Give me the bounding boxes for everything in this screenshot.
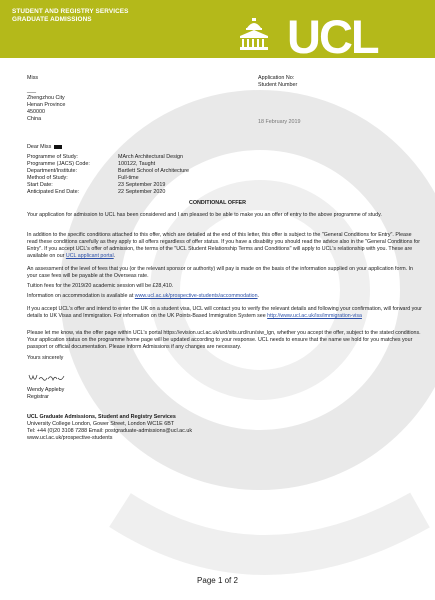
paragraph-conditions — [27, 232, 422, 260]
immigration-link[interactable]: http://www.ucl.ac.uk/iss/immigration-visa — [267, 313, 362, 319]
accommodation-text: Information on accommodation is available at — [27, 293, 135, 299]
recipient-line: ___ — [27, 88, 36, 94]
recipient-city: Zhengzhou City — [27, 95, 65, 101]
footer-contact: Tel: +44 (0)20 3108 7288 Email: postgraduate-admissions@ucl.ac.uk — [27, 428, 193, 434]
signatory-title: Registrar — [27, 394, 49, 400]
recipient-postcode: 450000 — [27, 109, 45, 115]
paragraph-offer: Your application for admission to UCL has been considered and I am pleased to be able to make you an offer of entry to the above programme of study. — [27, 212, 382, 218]
footer-address: University College London, Gower Street, London WC1E 6BT — [27, 421, 175, 427]
signature-image — [27, 371, 67, 385]
visa-text: If you accept UCL's offer and intend to enter the UK on a student visa, UCL will contact you to verify the relevant details and following your confirmation, will forward your details to UK Visas and Immigration. For information on the UK Points-Based Immigration System see — [27, 306, 422, 319]
greeting-text: Dear Miss — [27, 144, 52, 150]
applicant-portal-link[interactable]: UCL applicant portal — [65, 253, 114, 259]
recipient-salutation: Miss — [27, 75, 39, 81]
department-heading — [12, 8, 129, 24]
greeting — [27, 144, 62, 151]
dept-line-2: GRADUATE ADMISSIONS — [12, 16, 92, 23]
accommodation-end: . — [257, 293, 260, 299]
paragraph-tuition-fees: Tuition fees for the 2019/20 academic session will be £28,410. — [27, 283, 174, 289]
student-number-label: Student Number — [258, 82, 298, 88]
watermark-graphic — [60, 40, 435, 600]
closing: Yours sincerely — [27, 355, 64, 361]
recipient-province: Henan Province — [27, 102, 66, 108]
paragraph-accommodation — [27, 293, 422, 300]
conditions-text: In addition to the specific conditions attached to this offer, which are detailed at the end of this letter, this offer is subject to the "General Conditions for Entry". Please read these conditions carefully as they apply to all offers regardless of offer status. If you have a disability you should read the advice also in the "General Conditions for Entry". If you accept UCL's offer of admission, the terms of the "UCL Student Relationship Terms and Conditions" will apply to UCL's relationship with you. These are available on our — [27, 232, 420, 259]
programme-label: Start Date: — [27, 182, 53, 188]
conditions-end: . — [113, 253, 116, 259]
offer-heading: CONDITIONAL OFFER — [188, 200, 247, 206]
accommodation-link[interactable]: www.ucl.ac.uk/prospective-students/accommodation — [134, 293, 258, 299]
redaction-mark — [54, 145, 62, 149]
paragraph-visa — [27, 306, 422, 320]
recipient-country: China — [27, 116, 42, 122]
programme-label: Department/Institute: — [27, 168, 78, 174]
programme-value: 22 September 2020 — [118, 189, 166, 195]
ucl-logo: UCL — [287, 10, 378, 58]
footer-web: www.ucl.ac.uk/prospective-students — [27, 435, 113, 441]
programme-value: 23 September 2019 — [118, 182, 166, 188]
page-number: Page 1 of 2 — [197, 576, 238, 585]
application-no-label: Application No: — [258, 75, 295, 81]
programme-label: Programme (JACS) Code: — [27, 161, 90, 167]
paragraph-accept: Please let me know, via the offer page within UCL's portal https://evision.ucl.ac.uk/urd/sits.urd/run/siw_lgn, whether you accept the offer, subject to the stated conditions. Your application status on the programme home page will be updated according to your response. UCL needs to ensure that the name we hold for you matches your passport or official documentation. Please inform Admissions if any changes are necessary. — [27, 330, 421, 350]
footer-org: UCL Graduate Admissions, Student and Registry Services — [27, 414, 176, 420]
programme-label: Method of Study: — [27, 175, 68, 181]
paragraph-fees-assessment: An assessment of the level of fees that you (or the relevant sponsor or authority) will pay is made on the basis of the information supplied on your application form. In your case fees will be payable at the Overseas rate. — [27, 266, 413, 279]
programme-value: Bartlett School of Architecture — [118, 168, 190, 174]
programme-label: Programme of Study: — [27, 154, 78, 160]
programme-label: Anticipated End Date: — [27, 189, 80, 195]
programme-value: Full-time — [118, 175, 139, 181]
programme-value: 100122, Taught — [118, 161, 156, 167]
signatory-name: Wendy Appleby — [27, 387, 65, 393]
dept-line-1: STUDENT AND REGISTRY SERVICES — [12, 8, 129, 15]
letter-date: 18 February 2019 — [258, 119, 301, 125]
programme-value: MArch Architectural Design — [118, 154, 184, 160]
